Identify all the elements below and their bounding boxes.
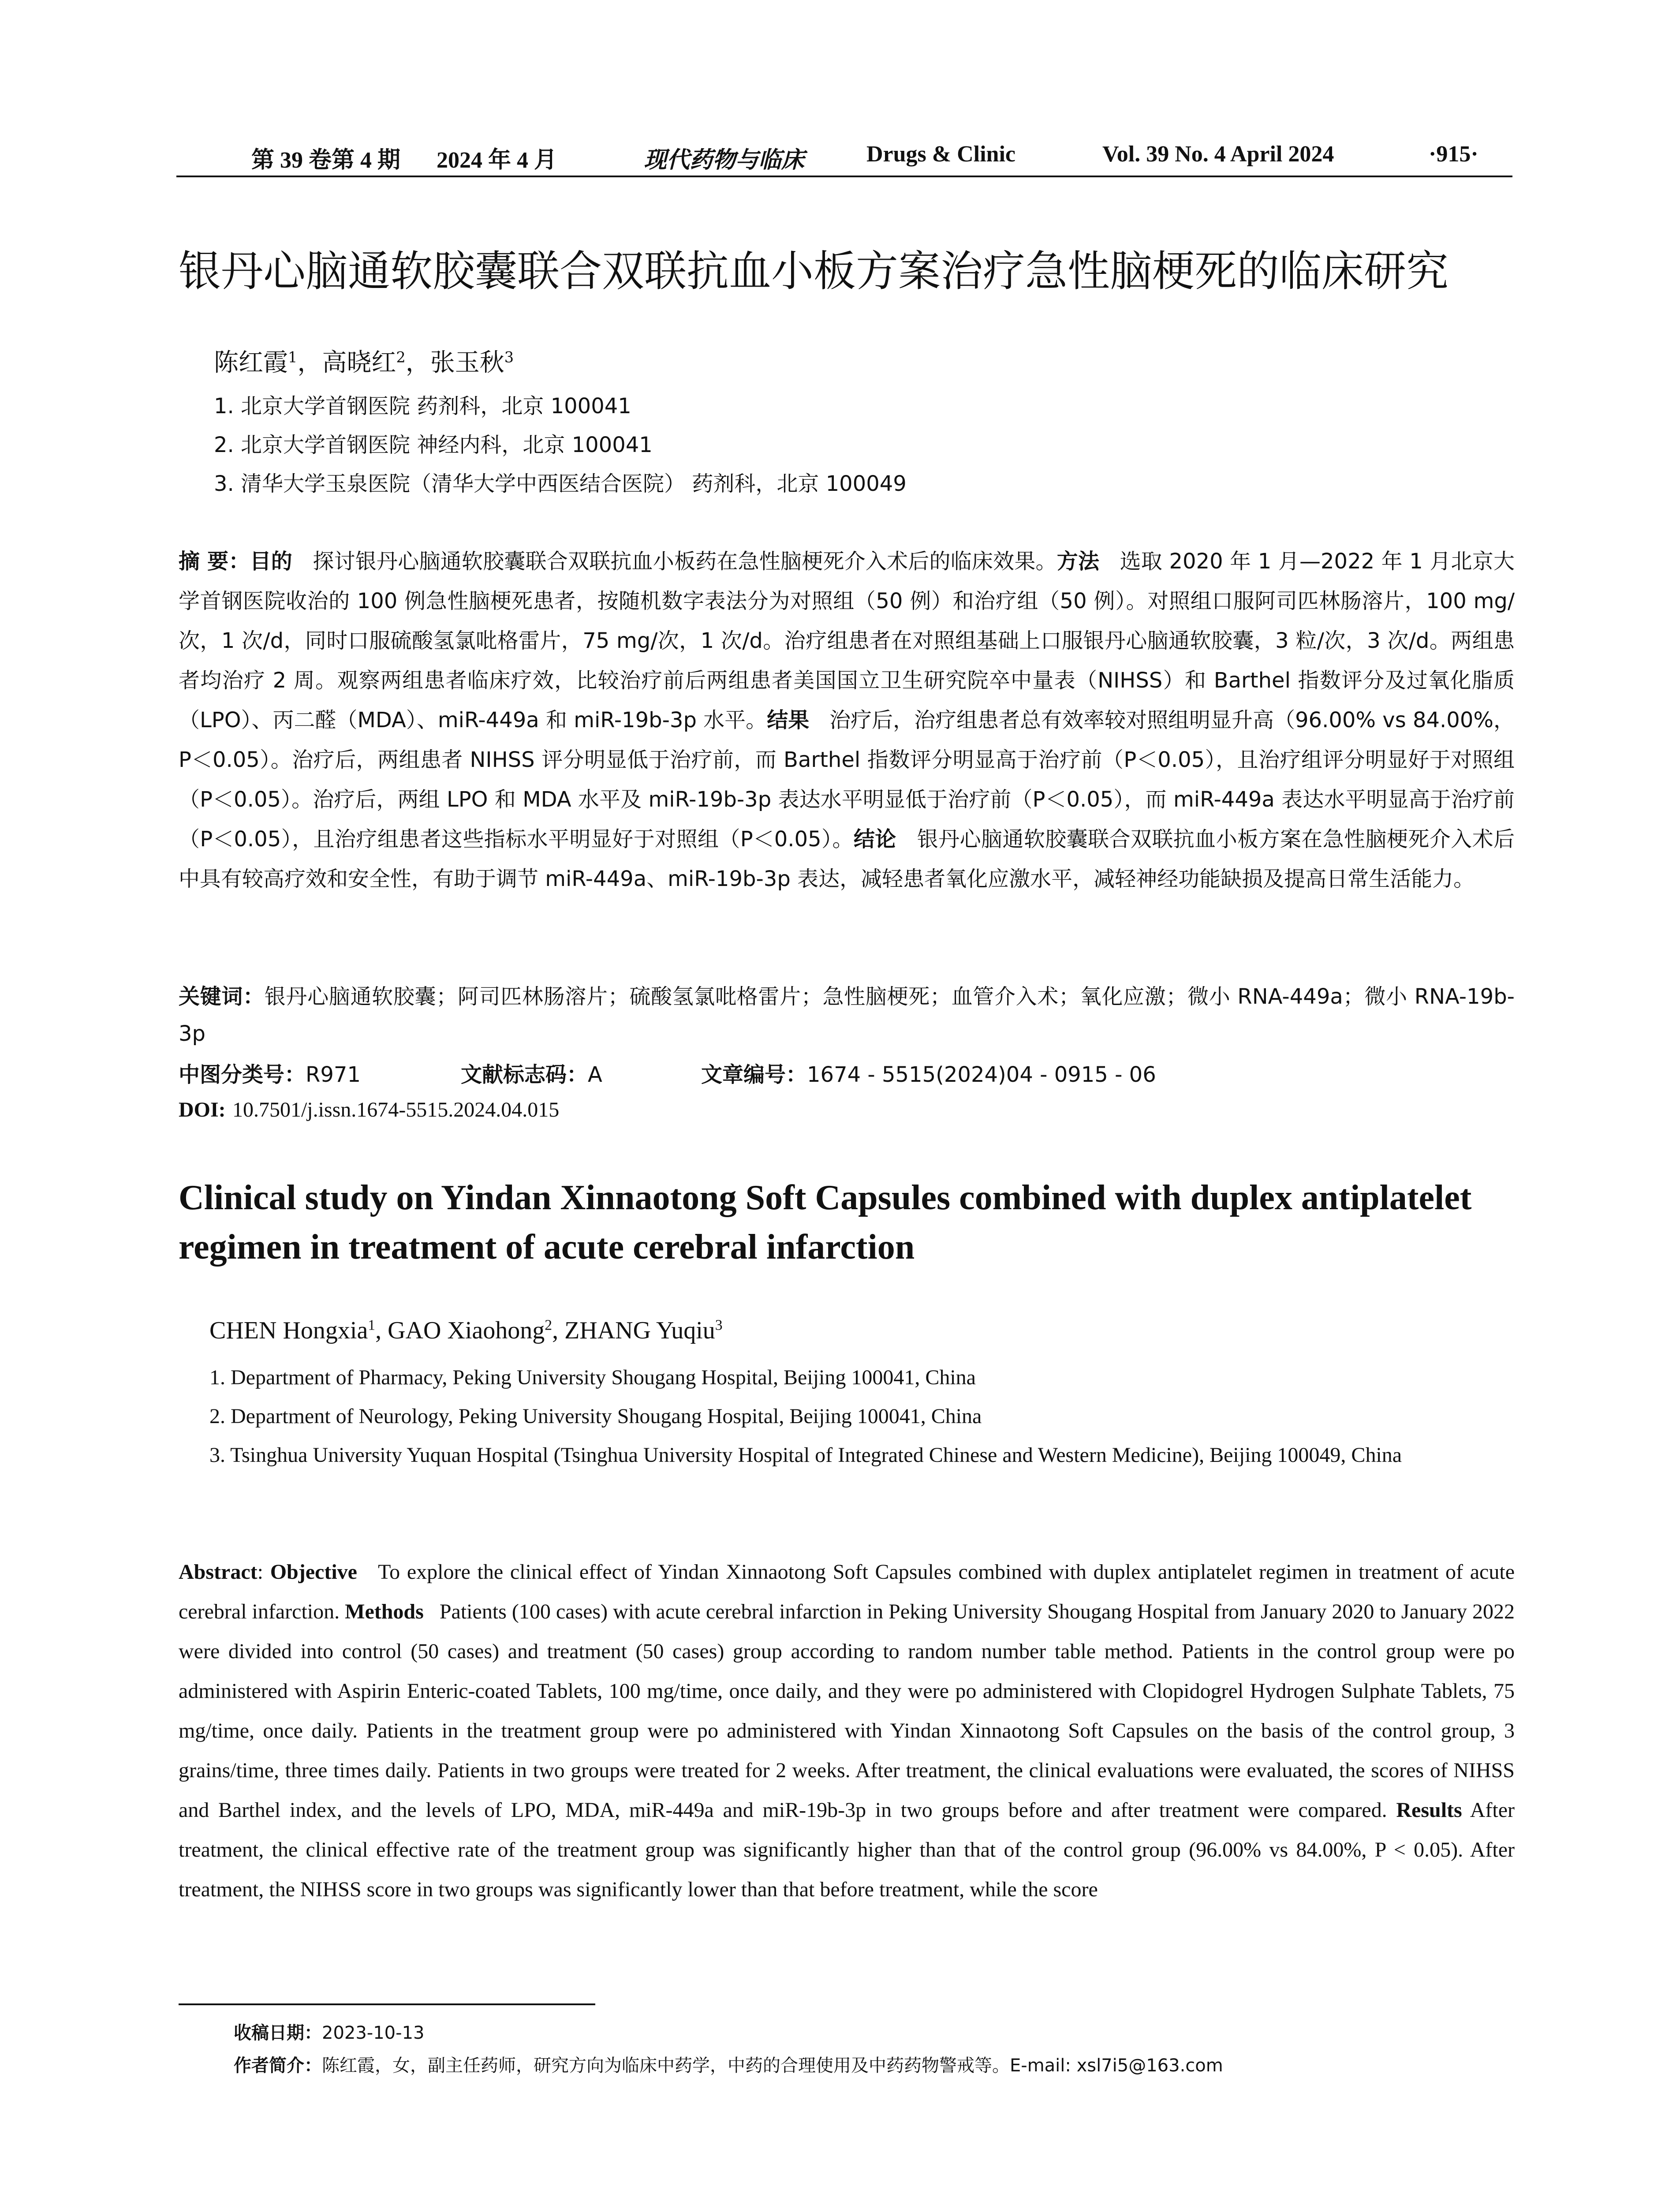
cn-methods-text: 选取 2020 年 1 月—2022 年 1 月北京大学首钢医院收治的 100 例急性脑梗死患者，按随机数字表法分为对照组（50 例）和治疗组（50 例）。对照组口服阿司匹林肠溶片，100 mg/次，1 次/d，同时口服硫酸氢氯吡格雷片，75 mg/次，1 次/d。治疗组患者在对照组基础上口服银丹心脑通软胶囊，3 粒/次，3 次/d。两组患者均治疗 2 周。观察两组患者临床疗效，比较治疗前后两组患者美国国立卫生研究院卒中量表（NIHSS）和 Barthel 指数评分及过氧化脂质（LPO）、丙二醛（MDA）、miR-449a 和 miR-19b-3p 水平。	[179, 549, 1515, 733]
cn-results-label: 结果	[767, 708, 810, 733]
en-author-2-sup: 2	[545, 1317, 553, 1334]
en-affiliation-1: 1. Department of Pharmacy, Peking University Shougang Hospital, Beijing 100041, China	[209, 1366, 976, 1389]
cn-author-3-sup: 3	[504, 348, 514, 366]
cn-author-sep: ，	[297, 348, 322, 377]
cn-doi-label: DOI:	[179, 1098, 226, 1121]
cn-affiliation-3: 3. 清华大学玉泉医院（清华大学中西医结合医院） 药剂科，北京 100049	[214, 471, 907, 496]
en-author-1: CHEN Hongxia	[209, 1317, 368, 1344]
en-author-sep: ,	[552, 1317, 565, 1344]
cn-clc-value: R971	[306, 1062, 361, 1087]
cn-objective-label: 目的	[250, 549, 292, 574]
cn-affiliation-1: 1. 北京大学首钢医院 药剂科，北京 100041	[214, 394, 631, 419]
cn-articleno-value: 1674 - 5515(2024)04 - 0915 - 06	[807, 1062, 1156, 1087]
cn-author-sep: ，	[405, 348, 430, 377]
cn-clc-label: 中图分类号：	[179, 1062, 306, 1087]
cn-author-3: 张玉秋	[430, 348, 504, 377]
footnote-received-label: 收稿日期：	[234, 2023, 322, 2043]
cn-methods-label: 方法	[1057, 549, 1100, 574]
footnote-author-value: 陈红霞，女，副主任药师，研究方向为临床中药学，中药的合理使用及中药药物警戒等。E-mail: xsl7i5@163.com	[322, 2056, 1223, 2076]
header-rule	[176, 176, 1512, 177]
cn-articleno-label: 文章编号：	[701, 1062, 807, 1087]
en-author-2: GAO Xiaohong	[388, 1317, 545, 1344]
footnote-rule	[179, 2003, 595, 2005]
footnote-author-label: 作者简介：	[234, 2056, 322, 2076]
cn-author-1-sup: 1	[288, 348, 298, 366]
header-volume-en: Vol. 39 No. 4 April 2024	[1102, 142, 1334, 167]
cn-keywords-label: 关键词：	[179, 984, 265, 1009]
en-results-label: Results	[1396, 1798, 1462, 1822]
en-affiliation-3: 3. Tsinghua University Yuquan Hospital (Tsinghua University Hospital of Integrated Chinese and Western Medicine), Beijing 100049, China	[209, 1443, 1402, 1467]
header-date-cn: 2024 年 4 月	[437, 148, 557, 173]
cn-articleno-row	[701, 1058, 1156, 1088]
footnote-received	[234, 2019, 424, 2044]
cn-abstract	[179, 542, 1515, 899]
cn-doccode-label: 文献标志码：	[461, 1062, 588, 1087]
en-methods-label: Methods	[345, 1600, 424, 1623]
cn-authors	[214, 343, 514, 378]
en-author-1-sup: 1	[368, 1317, 376, 1334]
en-objective-text: To explore the clinical effect of Yindan Xinnaotong Soft Capsules combined with duplex antiplatelet regimen in treatment of acute cerebral infarction.	[179, 1560, 1515, 1623]
cn-keywords	[179, 978, 1515, 1052]
cn-conclusion-label: 结论	[853, 827, 896, 852]
en-results-text: After treatment, the clinical effective rate of the treatment group was significantly higher than that of the control group (96.00% vs 84.00%, P < 0.05). After treatment, the NIHSS score in two groups was significantly lower than that before treatment, while the score	[179, 1798, 1515, 1901]
en-author-sep: ,	[375, 1317, 388, 1344]
en-objective-label: Objective	[270, 1560, 357, 1584]
cn-conclusion-text: 银丹心脑通软胶囊联合双联抗血小板方案在急性脑梗死介入术后中具有较高疗效和安全性，有助于调节 miR-449a、miR-19b-3p 表达，减轻患者氧化应激水平，减轻神经功能缺损及提高日常生活能力。	[179, 827, 1515, 891]
cn-doccode-row	[461, 1058, 602, 1088]
header-journal-en: Drugs & Clinic	[866, 142, 1015, 167]
cn-results-text: 治疗后，治疗组患者总有效率较对照组明显升高（96.00% vs 84.00%，P＜0.05）。治疗后，两组患者 NIHSS 评分明显低于治疗前，而 Barthel 指数评分明显高于治疗前（P＜0.05），且治疗组评分明显好于对照组（P＜0.05）。治疗后，两组 LPO 和 MDA 水平及 miR-19b-3p 表达水平明显低于治疗前（P＜0.05），而 miR-449a 表达水平明显高于治疗前（P＜0.05），且治疗组患者这些指标水平明显好于对照组（P＜0.05）。	[179, 708, 1515, 852]
cn-author-1: 陈红霞	[214, 348, 288, 377]
cn-affiliation-2: 2. 北京大学首钢医院 神经内科，北京 100041	[214, 433, 653, 457]
en-abstract-label: Abstract	[179, 1560, 258, 1584]
cn-abstract-label: 摘 要：	[179, 549, 250, 574]
cn-doi-value: 10.7501/j.issn.1674-5515.2024.04.015	[232, 1098, 560, 1121]
en-title: Clinical study on Yindan Xinnaotong Soft Capsules combined with duplex antiplatelet regimen in treatment of acute cerebral infarction	[179, 1178, 1472, 1267]
footnote-received-value: 2023-10-13	[322, 2023, 425, 2043]
cn-objective-text: 探讨银丹心脑通软胶囊联合双联抗血小板药在急性脑梗死介入术后的临床效果。	[313, 549, 1057, 574]
footnote-author	[234, 2052, 1223, 2077]
en-author-3: ZHANG Yuqiu	[564, 1317, 715, 1344]
cn-doi-row	[179, 1097, 559, 1122]
cn-doccode-value: A	[588, 1062, 602, 1087]
header-page-number: ·915·	[1429, 142, 1478, 167]
header-volume-cn: 第 39 卷第 4 期	[251, 148, 401, 173]
en-authors	[209, 1316, 723, 1345]
cn-author-2-sup: 2	[396, 348, 406, 366]
en-affiliation-2: 2. Department of Neurology, Peking University Shougang Hospital, Beijing 100041, China	[209, 1405, 982, 1428]
cn-title: 银丹心脑通软胶囊联合双联抗血小板方案治疗急性脑梗死的临床研究	[179, 247, 1449, 296]
header-journal-cn: 现代药物与临床	[644, 147, 805, 173]
en-author-3-sup: 3	[715, 1317, 723, 1334]
cn-author-2: 高晓红	[322, 348, 396, 377]
cn-keywords-text: 银丹心脑通软胶囊；阿司匹林肠溶片；硫酸氢氯吡格雷片；急性脑梗死；血管介入术；氧化应激；微小 RNA-449a；微小 RNA-19b-3p	[179, 984, 1515, 1046]
en-methods-text: Patients (100 cases) with acute cerebral infarction in Peking University Shougang Hospital from January 2020 to January 2022 were divided into control (50 cases) and treatment (50 cases) group according to random number table method. Patients in the control group were po administered with Aspirin Enteric-coated Tablets, 100 mg/time, once daily, and they were po administered with Clopidogrel Hydrogen Sulphate Tablets, 75 mg/time, once daily. Patients in the treatment group were po administered with Yindan Xinnaotong Soft Capsules on the basis of the control group, 3 grains/time, three times daily. Patients in two groups were treated for 2 weeks. After treatment, the clinical evaluations were evaluated, the scores of NIHSS and Barthel index, and the levels of LPO, MDA, miR-449a and miR-19b-3p in two groups before and after treatment were compared.	[179, 1600, 1515, 1822]
cn-classification-row	[179, 1058, 361, 1088]
en-abstract: Abstract: Objective To explore the clinical effect of Yindan Xinnaotong Soft Capsules combined with duplex antiplatelet regimen in treatment of acute cerebral infarction. Methods Patients (100 cases) with acute cerebral infarction in Peking University Shougang Hospital from January 2020 to January 2022 were divided into control (50 cases) and treatment (50 cases) group according to random number table method. Patients in the control group were po administered with Aspirin Enteric-coated Tablets, 100 mg/time, once daily, and they were po administered with Clopidogrel Hydrogen Sulphate Tablets, 75 mg/time, once daily. Patients in the treatment group were po administered with Yindan Xinnaotong Soft Capsules on the basis of the control group, 3 grains/time, three times daily. Patients in two groups were treated for 2 weeks. After treatment, the clinical evaluations were evaluated, the scores of NIHSS and Barthel index, and the levels of LPO, MDA, miR-449a and miR-19b-3p in two groups before and after treatment were compared. Results After treatment, the clinical effective rate of the treatment group was significantly higher than that of the control group (96.00% vs 84.00%, P < 0.05). After treatment, the NIHSS score in two groups was significantly lower than that before treatment, while the score	[179, 1560, 1515, 1901]
